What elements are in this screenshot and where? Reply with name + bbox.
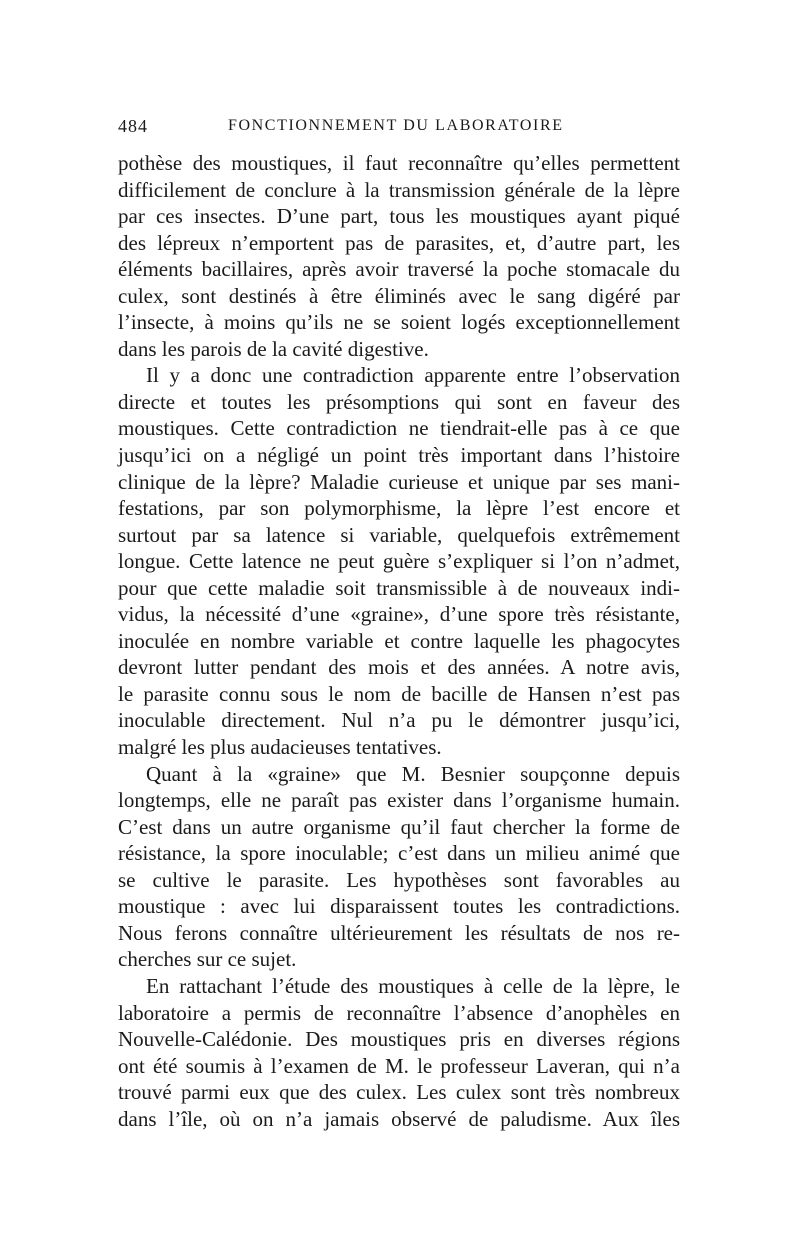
text-line: moustiques. Cette contradiction ne tiendrait-elle pas à ce que (118, 416, 680, 441)
body-text (118, 150, 680, 1132)
text-line: trouvé parmi eux que des culex. Les culex sont très nombreux (118, 1080, 680, 1105)
text-line: résistance, la spore inoculable; c’est dans un milieu animé que (118, 841, 680, 866)
text-line: Nous ferons connaître ultérieurement les résultats de nos re- (118, 920, 680, 945)
text-line: jusqu’ici on a négligé un point très important dans l’histoire (118, 443, 680, 468)
text-line: inoculable directement. Nul n’a pu le démontrer jusqu’ici, (118, 708, 680, 733)
text-line: l’insecte, à moins qu’ils ne se soient logés exceptionnellement (118, 310, 680, 335)
text-line: C’est dans un autre organisme qu’il faut chercher la forme de (118, 814, 680, 839)
text-line: dans l’île, où on n’a jamais observé de paludisme. Aux îles (118, 1106, 680, 1131)
text-line: surtout par sa latence si variable, quelquefois extrêmement (118, 522, 680, 547)
text-line: dans les parois de la cavité digestive. (118, 336, 429, 361)
text-line: se cultive le parasite. Les hypothèses sont favorables au (118, 867, 680, 892)
text-line: moustique : avec lui disparaissent toutes les contradictions. (118, 894, 680, 919)
text-line: pour que cette maladie soit transmissible à de nouveaux indi- (118, 575, 680, 600)
text-line: par ces insectes. D’une part, tous les moustiques ayant piqué (118, 204, 680, 229)
text-line: longue. Cette latence ne peut guère s’expliquer si l’on n’admet, (118, 549, 680, 574)
page-number: 484 (118, 116, 148, 136)
text-line: difficilement de conclure à la transmission générale de la lèpre (118, 177, 680, 202)
text-line: festations, par son polymorphisme, la lèpre l’est encore et (118, 496, 680, 521)
text-line: laboratoire a permis de reconnaître l’absence d’anophèles en (118, 1000, 680, 1025)
text-line: directe et toutes les présomptions qui sont en faveur des (118, 389, 680, 414)
text-line: Nouvelle-Calédonie. Des moustiques pris en diverses régions (118, 1027, 680, 1052)
text-line: culex, sont destinés à être éliminés avec le sang digéré par (118, 283, 680, 308)
text-line: Il y a donc une contradiction apparente entre l’observation (146, 363, 680, 388)
text-line: clinique de la lèpre? Maladie curieuse et unique par ses mani- (118, 469, 680, 494)
text-line: vidus, la nécessité d’une «graine», d’une spore très résistante, (118, 602, 680, 627)
text-line: inoculée en nombre variable et contre laquelle les phagocytes (118, 628, 680, 653)
text-line: pothèse des moustiques, il faut reconnaître qu’elles permettent (118, 151, 680, 175)
text-line: longtemps, elle ne paraît pas exister dans l’organisme humain. (118, 788, 680, 813)
text-line: malgré les plus audacieuses tentatives. (118, 735, 442, 760)
text-line: éléments bacillaires, après avoir traversé la poche stomacale du (118, 257, 680, 282)
text-line: En rattachant l’étude des moustiques à celle de la lèpre, le (146, 973, 680, 998)
text-line: devront lutter pendant des mois et des années. A notre avis, (118, 655, 680, 680)
text-line: ont été soumis à l’examen de M. le professeur Laveran, qui n’a (118, 1053, 680, 1078)
text-line: des lépreux n’emportent pas de parasites, et, d’autre part, les (118, 230, 680, 255)
running-head (118, 116, 680, 146)
running-title: FONCTIONNEMENT DU LABORATOIRE (228, 117, 564, 134)
text-line: cherches sur ce sujet. (118, 947, 297, 972)
text-line: Quant à la «graine» que M. Besnier soupçonne depuis (146, 761, 680, 786)
text-line: le parasite connu sous le nom de bacille de Hansen n’est pas (118, 681, 680, 706)
